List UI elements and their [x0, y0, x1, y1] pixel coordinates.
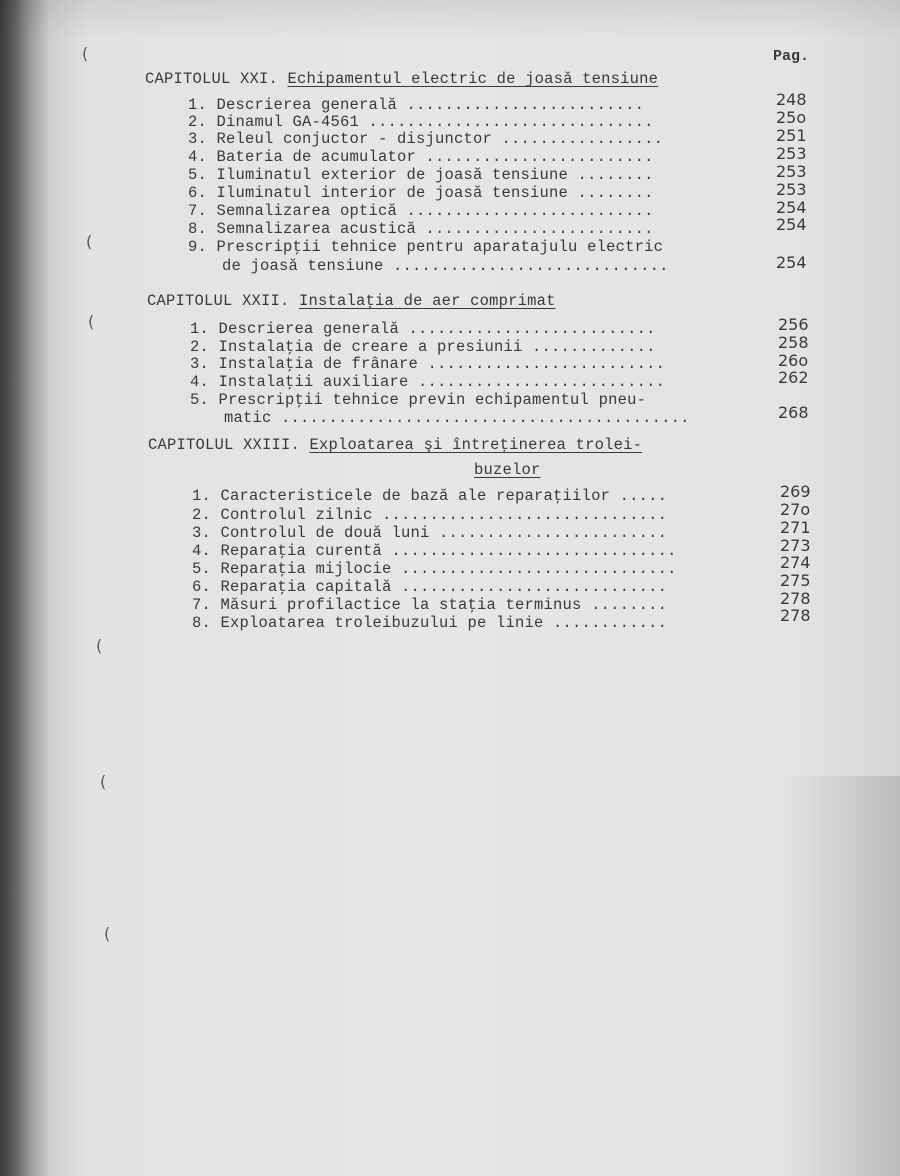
- chapter-title-continuation: buzelor: [474, 461, 541, 479]
- toc-page-number: 27o: [780, 500, 811, 519]
- chapter-label: CAPITOLUL XXI.: [145, 70, 279, 88]
- toc-page-number: 254: [776, 198, 807, 217]
- binder-hole-icon: (: [96, 636, 103, 655]
- toc-page-number: 253: [776, 162, 807, 181]
- chapter-label: CAPITOLUL XXIII.: [148, 436, 301, 454]
- toc-entry: 1. Descrierea generală ..........................: [190, 320, 656, 338]
- chapter-heading: [147, 292, 556, 310]
- toc-entry: 5. Iluminatul exterior de joasă tensiune ........: [188, 166, 654, 184]
- chapter-heading: [148, 436, 642, 454]
- toc-entry: 8. Semnalizarea acustică ........................: [188, 220, 654, 238]
- binder-hole-icon: (: [100, 772, 107, 791]
- toc-entry: 3. Controlul de două luni ........................: [192, 524, 668, 542]
- page-column-header: Pag.: [773, 48, 810, 65]
- toc-entry: 6. Iluminatul interior de joasă tensiune ........: [188, 184, 654, 202]
- toc-page-number: 248: [776, 90, 807, 109]
- toc-page-number: 256: [778, 315, 809, 334]
- toc-page-number: 258: [778, 333, 809, 352]
- toc-page-number: 253: [776, 180, 807, 199]
- toc-entry: 2. Instalaţia de creare a presiunii .............: [190, 338, 656, 356]
- binder-hole-icon: (: [82, 44, 89, 63]
- toc-entry: 1. Descrierea generală .........................: [188, 96, 645, 114]
- chapter-title: Echipamentul electric de joasă tensiune: [287, 70, 659, 88]
- toc-entry: 6. Reparaţia capitală ............................: [192, 578, 668, 596]
- toc-entry: 7. Măsuri profilactice la staţia terminus ........: [192, 596, 668, 614]
- toc-page-number: 275: [780, 571, 811, 590]
- toc-entry: 3. Releul conjuctor - disjunctor .................: [188, 130, 664, 148]
- toc-entry: 3. Instalaţia de frânare .........................: [190, 355, 666, 373]
- toc-page-number: 271: [780, 518, 811, 537]
- binder-hole-icon: (: [88, 312, 95, 331]
- toc-page-number: 278: [780, 589, 811, 608]
- toc-entry: 4. Instalaţii auxiliare ..........................: [190, 373, 666, 391]
- toc-entry: 1. Caracteristicele de bază ale reparaţiilor .....: [192, 487, 668, 505]
- toc-entry-continuation: matic ...........................................: [224, 409, 690, 427]
- toc-page-number: 254: [776, 253, 807, 272]
- chapter-heading: [145, 70, 658, 88]
- toc-page-number: 26o: [778, 351, 809, 370]
- toc-entry: 4. Reparaţia curentă ..............................: [192, 542, 677, 560]
- toc-entry-continuation: de joasă tensiune .............................: [222, 257, 669, 275]
- toc-entry: 2. Dinamul GA-4561 ..............................: [188, 113, 654, 131]
- toc-entry: 7. Semnalizarea optică ..........................: [188, 202, 654, 220]
- toc-page-number: 268: [778, 403, 809, 422]
- toc-entry: 5. Prescripţii tehnice previn echipamentul pneu-: [190, 391, 647, 409]
- toc-page-number: 262: [778, 368, 809, 387]
- toc-entry: 8. Exploatarea troleibuzului pe linie ............: [192, 614, 668, 632]
- chapter-label: CAPITOLUL XXII.: [147, 292, 290, 310]
- chapter-title: Exploatarea şi întreţinerea trolei-: [309, 436, 643, 454]
- binder-hole-icon: (: [104, 924, 111, 943]
- toc-entry: 9. Prescripţii tehnice pentru aparatajulu electric: [188, 238, 664, 256]
- toc-page-number: 269: [780, 482, 811, 501]
- toc-page-number: 274: [780, 553, 811, 572]
- toc-entry: 5. Reparaţia mijlocie .............................: [192, 560, 677, 578]
- toc-page-number: 253: [776, 144, 807, 163]
- toc-page-number: 273: [780, 536, 811, 555]
- toc-page-number: 251: [776, 126, 807, 145]
- chapter-title: Instalaţia de aer comprimat: [299, 292, 556, 310]
- toc-page-number: 254: [776, 215, 807, 234]
- toc-entry: 4. Bateria de acumulator ........................: [188, 148, 654, 166]
- toc-page-number: 278: [780, 606, 811, 625]
- binder-hole-icon: (: [86, 232, 93, 251]
- toc-page-number: 25o: [776, 108, 807, 127]
- toc-entry: 2. Controlul zilnic ..............................: [192, 506, 668, 524]
